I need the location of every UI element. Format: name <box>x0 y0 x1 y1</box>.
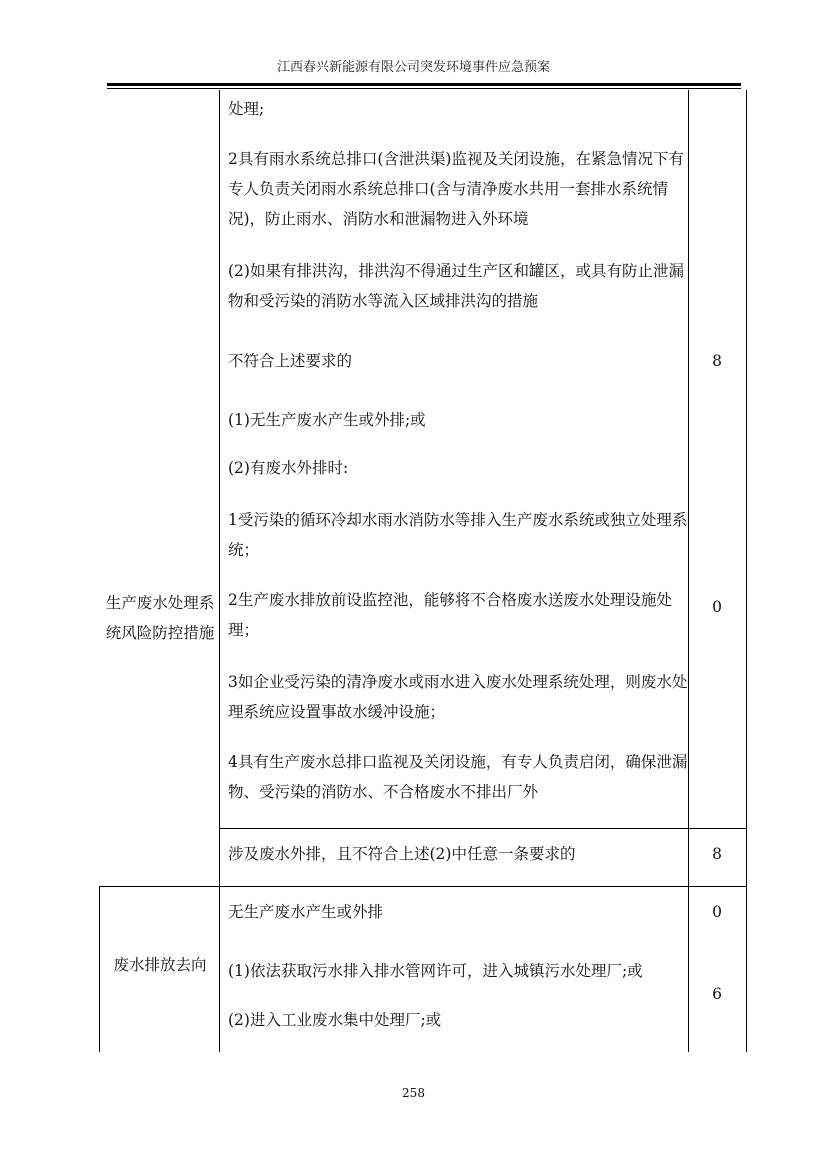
header-rule-thin <box>107 88 741 89</box>
production-fail-text: 涉及废水外排，且不符合上述(2)中任意一条要求的 <box>228 845 576 863</box>
discharge-row2-line1: (1)依法获取污水排入排水管网许可，进入城镇污水处理厂;或 <box>228 962 643 980</box>
paragraph-continued-1: 处理; <box>228 100 265 118</box>
paragraph-production-6: 4具有生产废水总排口监视及关闭设施，有专人负责启闭，确保泄漏物、受污染的消防水、不合格废水不排出厂外 <box>228 753 688 801</box>
paragraph-continued-2: 2具有雨水系统总排口(含泄洪渠)监视及关闭设施，在紧急情况下有专人负责关闭雨水系统总排口(含与清净废水共用一套排水系统情况)，防止雨水、消防水和泄漏物进入外环境 <box>228 150 684 228</box>
discharge-row2-score: 6 <box>712 985 722 1003</box>
production-pass-score: 0 <box>712 598 722 616</box>
paragraph-production-5: 3如企业受污染的清净废水或雨水进入废水处理系统处理，则废水处理系统应设置事故水缓冲设施； <box>228 673 688 721</box>
page-number: 258 <box>402 1086 425 1100</box>
discharge-row1-score: 0 <box>712 903 722 921</box>
category-production-wastewater: 生产废水处理系统风险防控措施 <box>105 594 215 642</box>
paragraph-production-4: 2生产废水排放前设监控池，能够将不合格废水送废水处理设施处理； <box>228 591 672 639</box>
production-fail-score: 8 <box>712 845 722 863</box>
document-header: 江西春兴新能源有限公司突发环境事件应急预案 <box>276 60 550 75</box>
table-divider-category <box>219 90 220 1052</box>
paragraph-production-2: (2)有废水外排时: <box>228 459 349 477</box>
continued-fail-score: 8 <box>712 352 722 370</box>
header-rule-thick <box>107 83 741 86</box>
continued-fail-text: 不符合上述要求的 <box>228 352 353 370</box>
paragraph-production-1: (1)无生产废水产生或外排;或 <box>228 411 426 429</box>
discharge-row2-line2: (2)进入工业废水集中处理厂;或 <box>228 1011 442 1029</box>
category-wastewater-discharge: 废水排放去向 <box>113 956 207 974</box>
discharge-row1-text: 无生产废水产生或外排 <box>228 903 384 921</box>
row-divider-discharge <box>99 886 747 887</box>
table-border-right <box>746 90 747 1052</box>
paragraph-continued-3: (2)如果有排洪沟，排洪沟不得通过生产区和罐区，或具有防止泄漏物和受污染的消防水等流入区域排洪沟的措施 <box>228 262 684 310</box>
paragraph-production-3: 1受污染的循环冷却水雨水消防水等排入生产废水系统或独立处理系统； <box>228 511 688 559</box>
row-divider-production-fail <box>219 828 747 829</box>
